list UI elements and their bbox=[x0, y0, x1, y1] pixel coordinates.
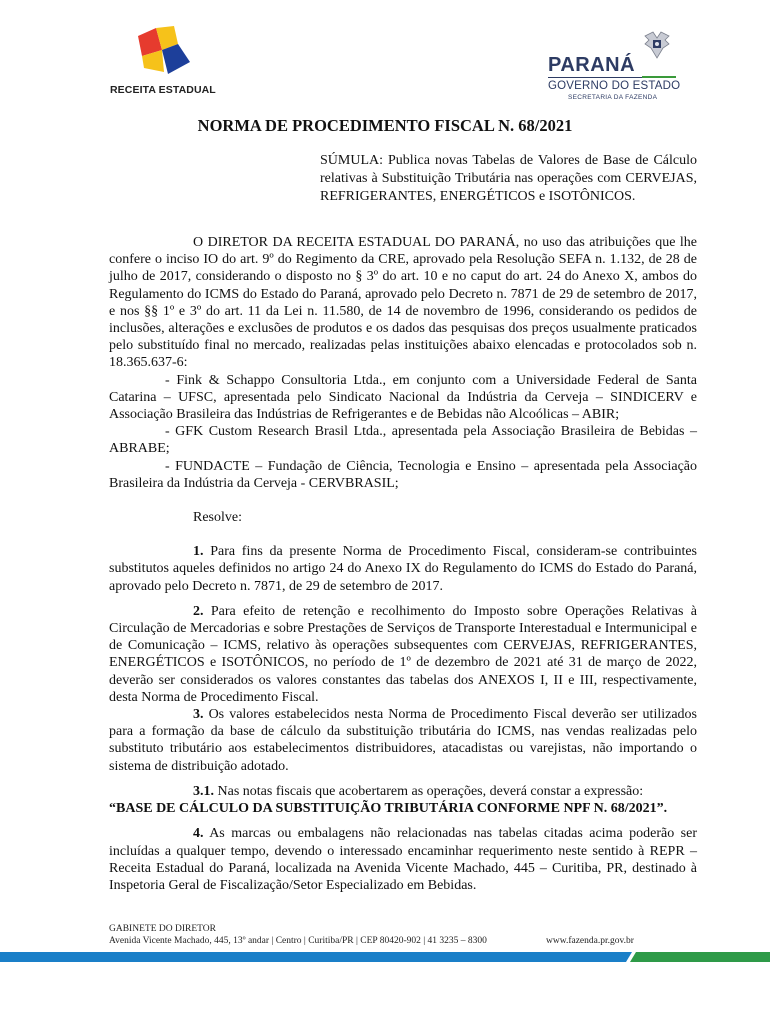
parana-name: PARANÁ bbox=[548, 54, 636, 76]
document-body bbox=[109, 234, 697, 894]
parana-crest-icon bbox=[639, 30, 675, 60]
article-2 bbox=[109, 603, 697, 706]
article-number: 1. bbox=[193, 544, 204, 560]
government-label: GOVERNO DO ESTADO bbox=[548, 80, 681, 92]
document-title: NORMA DE PROCEDIMENTO FISCAL N. 68/2021 bbox=[197, 116, 573, 135]
institution-item: - GFK Custom Research Brasil Ltda., apresentada pela Associação Brasileira de Bebidas – ABRABE; bbox=[109, 424, 697, 457]
sumula: SÚMULA: Publica novas Tabelas de Valores de Base de Cálculo relativas à Substituição Tributária nas operações com CERVEJAS, REFRIGERANTES, ENERGÉTICOS e ISOTÔNICOS. bbox=[320, 153, 697, 204]
receita-estadual-logo bbox=[108, 24, 228, 100]
resolve-label: Resolve: bbox=[193, 510, 242, 526]
parana-government-logo bbox=[544, 30, 694, 104]
article-text: Nas notas fiscais que acobertarem as operações, deverá constar a expressão: bbox=[214, 783, 644, 799]
article-number: 3. bbox=[193, 707, 204, 723]
preamble-paragraph: O DIRETOR DA RECEITA ESTADUAL DO PARANÁ, no uso das atribuições que lhe confere o inciso IO do art. 9º do Regimento da CRE, aprovado pela Resolução SEFA n. 1.132, de 28 de julho de 2017, considerando o disposto no § 3º do art. 10 e no caput do art. 24 do Anexo X, ambos do Regulamento do ICMS do Estado do Paraná, aprovado pelo Decreto n. 7871 de 29 de setembro de 2017, e nos §§ 1º e 3º do art. 11 da Lei n. 11.580, de 14 de novembro de 1996, considerando os pedidos de inclusões, alterações e exclusões de produtos e os dados das pesquisas dos preços usualmente praticados pelo substituído final no mercado, realizadas pelas instituições abaixo elencadas e protocolados sob n. 18.365.637-6: bbox=[109, 235, 697, 371]
secretariat-label: SECRETARIA DA FAZENDA bbox=[568, 94, 658, 101]
receita-estadual-label: RECEITA ESTADUAL bbox=[110, 84, 216, 96]
article-text: As marcas ou embalagens não relacionadas nas tabelas citadas acima poderão ser incluídas a qualquer tempo, devendo o interessado encaminhar requerimento neste sentido à REPR – Receita Estadual do Paraná, localizada na Avenida Vicente Machado, 445 – Curitiba, PR, destinado à Inspetoria Geral de Fiscalização/Setor Especializado em Bebidas. bbox=[109, 826, 697, 893]
article-number: 3.1. bbox=[193, 783, 214, 799]
article-number: 4. bbox=[193, 826, 204, 842]
footer-address: Avenida Vicente Machado, 445, 13º andar | Centro | Curitiba/PR | CEP 80420-902 | 41 3235 – 8300 bbox=[109, 936, 487, 946]
footer-website: www.fazenda.pr.gov.br bbox=[546, 936, 634, 946]
footer-office: GABINETE DO DIRETOR bbox=[109, 924, 216, 934]
page-footer bbox=[109, 923, 709, 947]
article-1 bbox=[109, 543, 697, 595]
article-text: Para fins da presente Norma de Procedimento Fiscal, consideram-se contribuintes substitutos aqueles definidos no artigo 24 do Anexo IX do Regulamento do ICMS do Estado do Paraná, aprovado pelo Decreto n. 7871, de 29 de setembro de 2017. bbox=[109, 544, 697, 594]
article-text: Para efeito de retenção e recolhimento do Imposto sobre Operações Relativas à Circulação de Mercadorias e sobre Prestações de Serviços de Transporte Interestadual e Intermunicipal e de Comunicação – ICMS, relativo às operações subsequentes com CERVEJAS, REFRIGERANTES, ENERGÉTICOS e ISOTÔNICOS, no período de 1º de dezembro de 2021 até 31 de março de 2022, deverão ser considerados os valores constantes das tabelas dos ANEXOS I, II e III, respectivamente, desta Norma de Procedimento Fiscal. bbox=[109, 603, 697, 705]
article-4 bbox=[109, 825, 697, 894]
article-3-1 bbox=[109, 783, 697, 800]
footer-color-bar bbox=[0, 950, 770, 964]
receita-estadual-emblem-icon bbox=[134, 24, 194, 80]
institution-item: - Fink & Schappo Consultoria Ltda., em conjunto com a Universidade Federal de Santa Catarina – UFSC, apresentada pelo Sindicato Nacional da Indústria da Cerveja – SINDICERV e Associação Brasileira das Indústrias de Refrigerantes e de Bebidas não Alcoólicas – ABIR; bbox=[109, 372, 697, 423]
logo-green-stripe bbox=[642, 76, 676, 78]
institution-item: - FUNDACTE – Fundação de Ciência, Tecnologia e Ensino – apresentada pela Associação Brasileira da Indústria da Cerveja - CERVBRASIL; bbox=[109, 458, 697, 491]
article-text: Os valores estabelecidos nesta Norma de Procedimento Fiscal deverão ser utilizados para a formação da base de cálculo da substituição tributária do ICMS, nas vendas realizadas pelo substituto tributário aos estabelecimentos distribuidores, atacadistas ou varejistas, não importando o sistema de distribuição adotado. bbox=[109, 707, 697, 774]
required-expression: “BASE DE CÁLCULO DA SUBSTITUIÇÃO TRIBUTÁRIA CONFORME NPF N. 68/2021”. bbox=[109, 801, 668, 817]
article-3 bbox=[109, 706, 697, 775]
article-number: 2. bbox=[193, 603, 204, 619]
